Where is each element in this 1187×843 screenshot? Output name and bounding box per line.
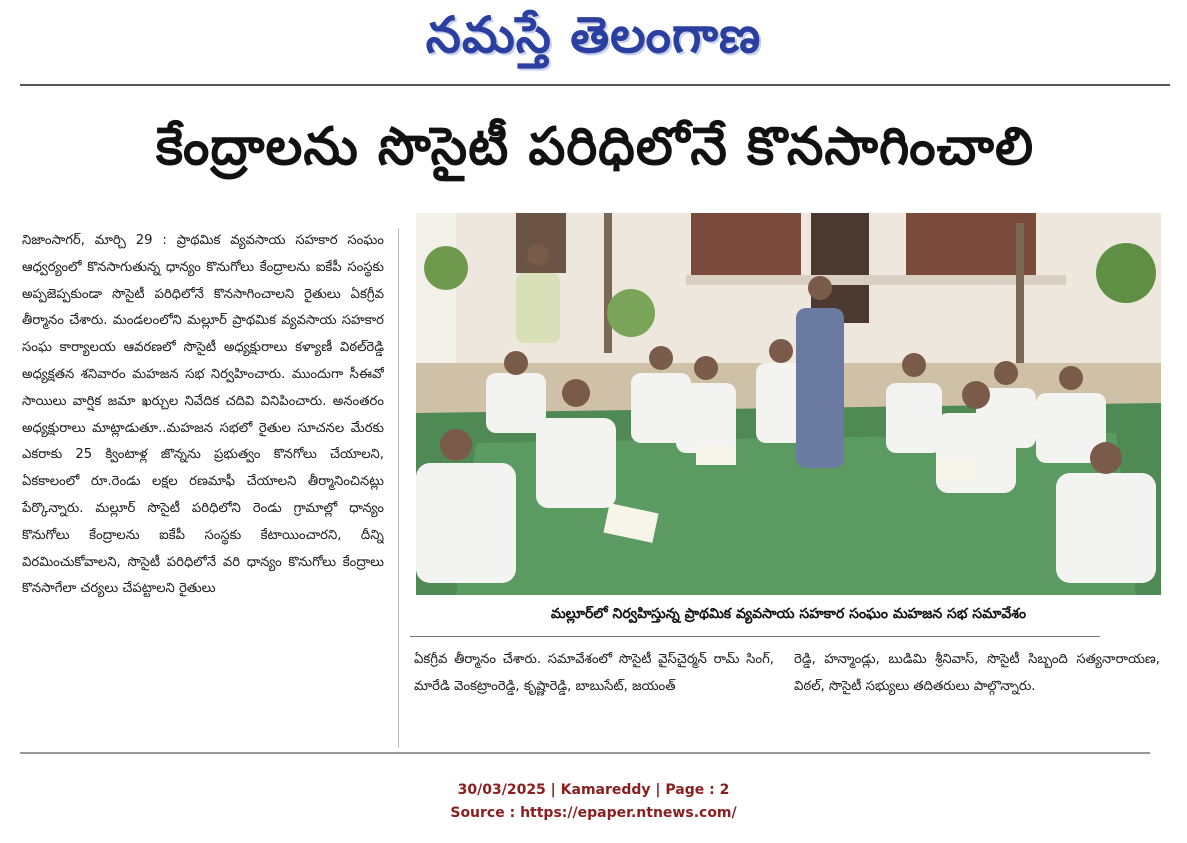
- article-headline: కేంద్రాలను సొసైటీ పరిధిలోనే కొనసాగించాలి: [155, 117, 1035, 177]
- source-link[interactable]: Source : https://epaper.ntnews.com/: [450, 805, 737, 821]
- divider: [20, 84, 1170, 86]
- article-column-left: [22, 228, 384, 748]
- article-column-right: [794, 646, 1160, 746]
- meeting-photo-illustration: [416, 213, 1161, 595]
- article-body-right: రెడ్డి, హన్మాండ్లు, బుడిమి శ్రీనివాస్, సొసైటీ సిబ్బంది సత్యనారాయణ, విఠల్, సొసైటీ సభ్యులు తదితరులు పాల్గొన్నారు.: [794, 652, 1160, 694]
- article-photo: [416, 213, 1161, 595]
- divider: [20, 752, 1150, 754]
- edition-info: 30/03/2025 | Kamareddy | Page : 2: [457, 782, 730, 798]
- column-divider: [398, 228, 399, 748]
- photo-caption: మల్లూర్‌లో నిర్వహిస్తున్న ప్రాథమిక వ్యవసాయ సహకార సంఘం మహజన సభ సమావేశం: [550, 606, 1027, 622]
- article-body-middle: ఏకగ్రీవ తీర్మానం చేశారు. సమావేశంలో సొసైటీ వైస్‌చైర్మన్ రామ్ సింగ్, మారేడి వెంకట్రాంరెడ్డి, కృష్ణారెడ్డి, బాబుసేట్, జయంత్: [414, 652, 774, 694]
- caption-divider: [410, 636, 1100, 637]
- masthead-logo: నమస్తే తెలంగాణ: [425, 6, 762, 64]
- article-column-middle: [414, 646, 774, 746]
- article-body-left: నిజాంసాగర్, మార్చి 29 : ప్రాథమిక వ్యవసాయ సహకార సంఘం ఆధ్వర్యంలో కొనసాగుతున్న ధాన్యం కొనుగోలు కేంద్రాలను ఐకేపీ సంస్థకు అప్పజెప్పకుండా సొసైటీ పరిధిలోనే కొనసాగించాలని రైతులు ఏకగ్రీవ తీర్మానం చేశారు. మండలంలోని మల్లూర్ ప్రాథమిక వ్యవసాయ సహకార సంఘ కార్యాలయ ఆవరణలో సొసైటీ అధ్యక్షురాలు కళ్యాణీ విఠల్‌రెడ్డి అధ్యక్షతన శనివారం మహజన సభ నిర్వహించారు. ముందుగా సీఈవో సాయిలు వార్షిక జమా ఖర్చుల నివేదిక చదివి వినిపించారు. అనంతరం అధ్యక్షురాలు మాట్లాడుతూ..మహజన సభలో రైతుల సూచనల మేరకు ఎకరాకు 25 క్వింటాళ్ల జొన్నను ప్రభుత్వం కొనగోలు చేయాలని, ఏకకాలంలో రూ.రెండు లక్షల రణమాఫీ చేయాలని తీర్మానించినట్లు పేర్కొన్నారు. మల్లూర్ సొసైటీ పరిధిలోని రెండు గ్రామాల్లో ధాన్యం కొనుగోలు కేంద్రాలను ఐకేపీ సంస్థకు కేటాయించారని, దీన్ని విరమించుకోవాలని, సొసైటీ పరిధిలోనే వరి ధాన్యం కొనుగోలు కేంద్రాలు కొనసాగేలా చర్యలు చేపట్టాలని రైతులు: [22, 233, 384, 597]
